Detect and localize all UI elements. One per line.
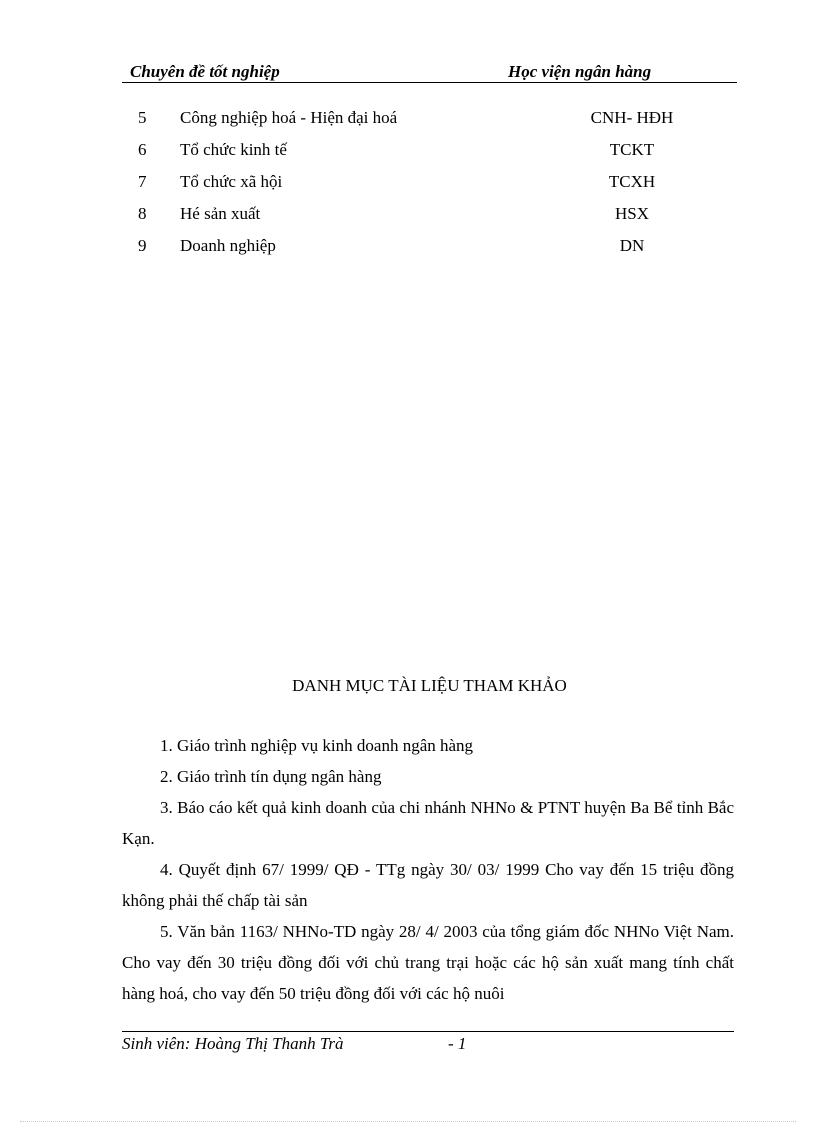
abbreviation-row <box>122 140 737 172</box>
abbreviation-row <box>122 236 737 268</box>
row-number: 5 <box>138 108 147 127</box>
header-thesis-title: Chuyên đề tốt nghiệp <box>130 62 280 81</box>
reference-item: 3. Báo cáo kết quả kinh doanh của chi nhánh NHNo & PTNT huyện Ba Bể tỉnh Bắc Kạn. <box>122 798 734 848</box>
row-abbreviation: TCKT <box>609 140 655 159</box>
row-number: 6 <box>138 140 147 159</box>
reference-item: 1. Giáo trình nghiệp vụ kinh doanh ngân hàng <box>160 736 474 755</box>
row-term: Hé sản xuất <box>180 204 261 223</box>
row-term: Doanh nghiệp <box>180 236 276 255</box>
abbreviation-row <box>122 172 737 204</box>
page-footer <box>122 1034 734 1058</box>
footer-divider <box>122 1031 734 1032</box>
page-edge-divider <box>20 1121 796 1122</box>
row-term: Tổ chức xã hội <box>180 172 283 191</box>
row-abbreviation: CNH- HĐH <box>590 108 674 127</box>
reference-item: 4. Quyết định 67/ 1999/ QĐ - TTg ngày 30/ 03/ 1999 Cho vay đến 15 triệu đồng không phải thế chấp tài sản <box>122 860 734 910</box>
row-abbreviation: HSX <box>614 204 649 223</box>
footer-student-name: Sinh viên: Hoàng Thị Thanh Trà <box>122 1034 344 1053</box>
abbreviation-row <box>122 108 737 140</box>
row-abbreviation: TCXH <box>608 172 656 191</box>
header-institution: Học viện ngân hàng <box>508 62 652 81</box>
page-header <box>122 60 737 83</box>
references-list <box>122 730 734 1009</box>
references-heading: DANH MỤC TÀI LIỆU THAM KHẢO <box>292 676 567 695</box>
row-term: Công nghiệp hoá - Hiện đại hoá <box>180 108 398 127</box>
row-number: 8 <box>138 204 147 223</box>
row-number: 7 <box>138 172 147 191</box>
abbreviation-row <box>122 204 737 236</box>
page-number: - 1 <box>448 1034 467 1053</box>
abbreviation-table <box>122 108 737 268</box>
row-abbreviation: DN <box>619 236 645 255</box>
row-number: 9 <box>138 236 147 255</box>
reference-item: 2. Giáo trình tín dụng ngân hàng <box>160 767 382 786</box>
row-term: Tổ chức kinh tế <box>180 140 287 159</box>
reference-item: 5. Văn bản 1163/ NHNo-TD ngày 28/ 4/ 2003 của tổng giám đốc NHNo Việt Nam. Cho vay đến 30 triệu đồng đối với chủ trang trại hoặc các hộ sản xuất mang tính chất hàng hoá, cho vay đến 50 triệu đồng đối với các hộ nuôi <box>122 922 734 1003</box>
